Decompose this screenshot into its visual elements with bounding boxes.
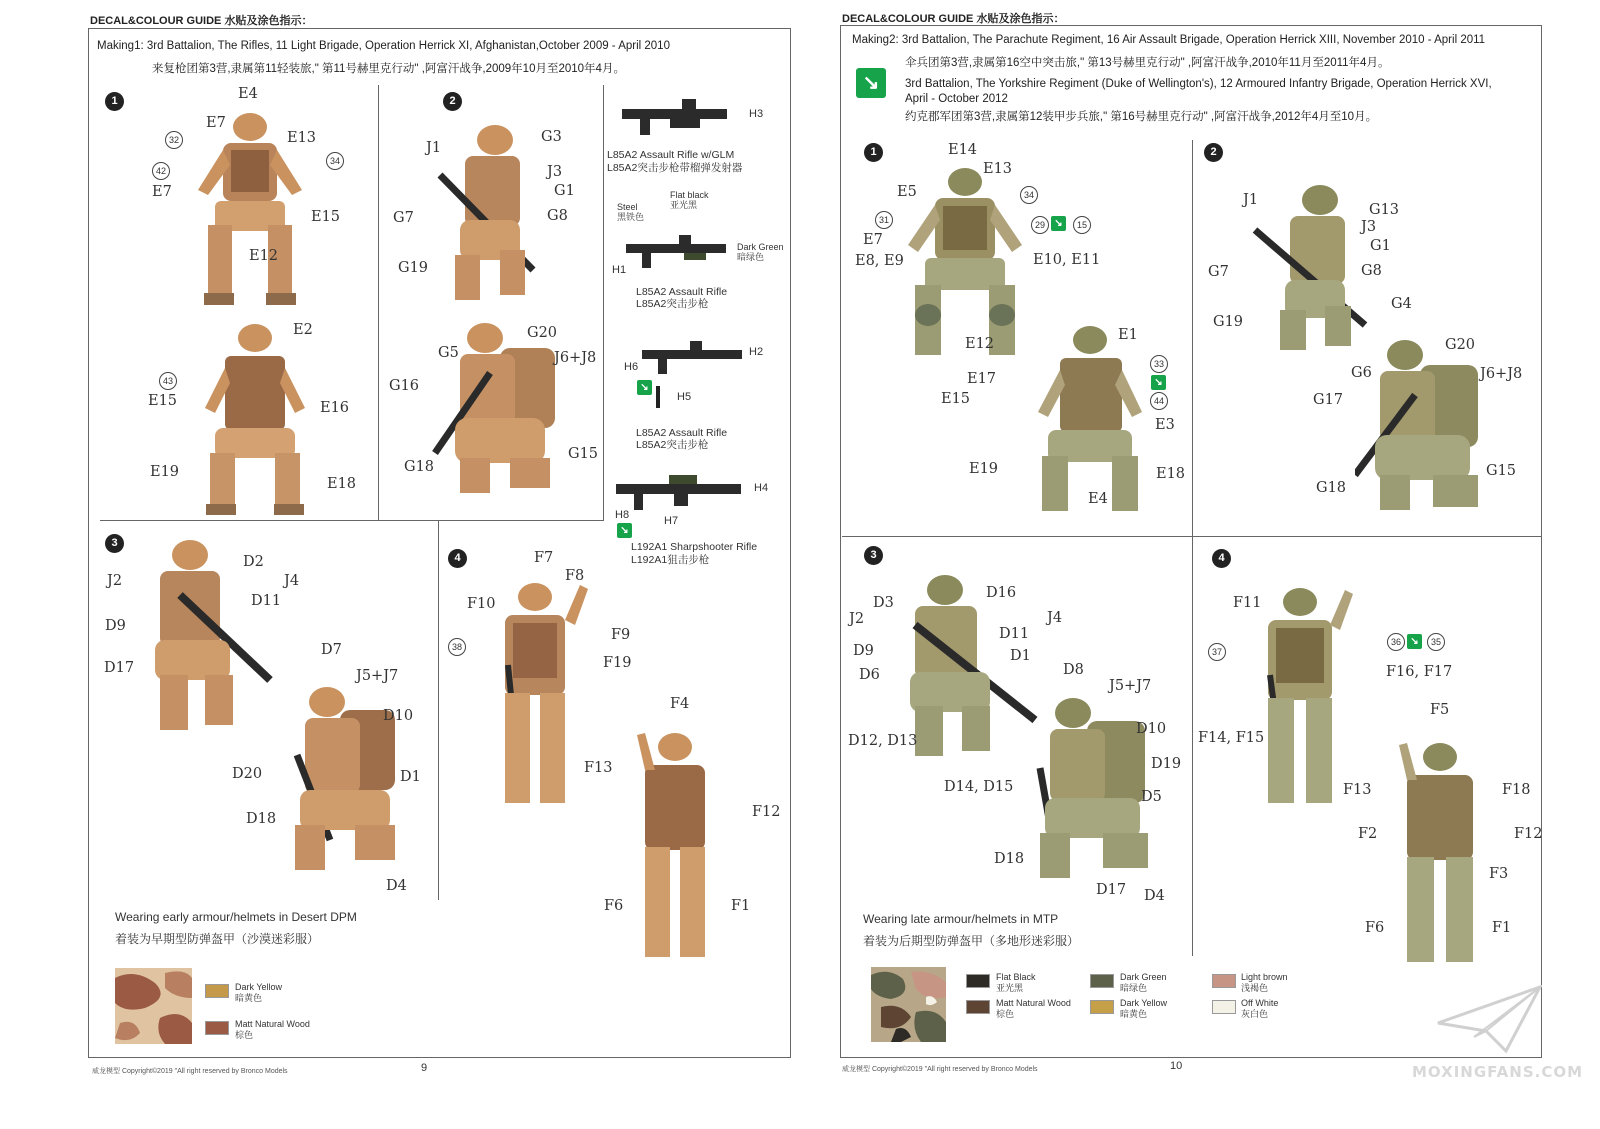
label-d17: D17 bbox=[104, 660, 135, 676]
right-title2-en-b: April - October 2012 bbox=[905, 93, 1008, 105]
r-decal-33: 33 bbox=[1150, 355, 1168, 373]
weapon-2-zh: L85A2突击步枪 bbox=[636, 298, 709, 310]
label-f9: F9 bbox=[611, 627, 631, 643]
label-f4: F4 bbox=[670, 696, 690, 712]
r-label-d19: D19 bbox=[1151, 756, 1182, 772]
label-j4: J4 bbox=[284, 573, 300, 589]
r-label-d14d15: D14, D15 bbox=[944, 779, 1014, 795]
r-label-e18: E18 bbox=[1156, 466, 1186, 482]
weapon-label-h7: H7 bbox=[664, 515, 679, 527]
color-label-matt-natural-wood-en: Matt Natural Wood bbox=[996, 998, 1071, 1008]
step-badge-4: 4 bbox=[448, 549, 467, 568]
color-swatch-matt-natural-wood bbox=[966, 1000, 990, 1014]
label-d9: D9 bbox=[105, 618, 126, 634]
r-decal-36: 36 bbox=[1387, 633, 1405, 651]
rifle-glm-drawing bbox=[620, 95, 750, 140]
label-e15b: E15 bbox=[148, 393, 178, 409]
r-label-e19: E19 bbox=[969, 461, 999, 477]
weapon-label-h1: H1 bbox=[612, 264, 627, 276]
color-label-flat-black-en: Flat Black bbox=[996, 972, 1036, 982]
label-g19: G19 bbox=[398, 260, 429, 276]
label-d7: D7 bbox=[321, 642, 342, 658]
left-title-en: Making1: 3rd Battalion, The Rifles, 11 Light Brigade, Operation Herrick XI, Afghanistan,October 2009 - April 2010 bbox=[97, 40, 670, 52]
color-label-light-brown-en: Light brown bbox=[1241, 972, 1288, 982]
label-e2: E2 bbox=[293, 322, 313, 338]
label-g5: G5 bbox=[438, 345, 459, 361]
label-e16: E16 bbox=[320, 400, 350, 416]
right-title2-zh: 约克郡军团第3营,隶属第12装甲步兵旅," 第16号赫里克行动" ,阿富汗战争,2012年4月至10月。 bbox=[905, 111, 1378, 123]
watermark-text: MOXINGFANS.COM bbox=[1412, 1063, 1584, 1081]
weapon-label-h5: H5 bbox=[677, 391, 692, 403]
r-label-f11: F11 bbox=[1233, 595, 1262, 611]
right-title-en: Making2: 3rd Battalion, The Parachute Regiment, 16 Air Assault Brigade, Operation Herrick XIII, November 2010 - April 2011 bbox=[852, 34, 1486, 46]
r-label-d10: D10 bbox=[1136, 721, 1167, 737]
soldier-figure-4a bbox=[480, 575, 590, 815]
r-label-e3: E3 bbox=[1155, 417, 1175, 433]
r-label-d3: D3 bbox=[873, 595, 894, 611]
color-swatch-dark-green bbox=[1090, 974, 1114, 988]
r-decal-arrow-icon-3: ↘ bbox=[1407, 634, 1422, 649]
r-label-f14f15: F14, F15 bbox=[1198, 730, 1265, 746]
label-g20: G20 bbox=[527, 325, 558, 341]
r-label-g15: G15 bbox=[1486, 463, 1517, 479]
r-label-j4: J4 bbox=[1047, 610, 1063, 626]
right-page bbox=[800, 0, 1600, 1129]
r-label-j3: J3 bbox=[1361, 219, 1377, 235]
r-label-e4: E4 bbox=[1088, 491, 1108, 507]
left-header: DECAL&COLOUR GUIDE 水贴及涂色指示： bbox=[90, 15, 313, 27]
mtp-soldier-figure-2a bbox=[1250, 180, 1375, 355]
r-label-d11: D11 bbox=[999, 626, 1030, 642]
color-label-dark-yellow-r-en: Dark Yellow bbox=[1120, 998, 1168, 1008]
label-e19: E19 bbox=[150, 464, 180, 480]
rifle-drawing-1 bbox=[624, 232, 739, 272]
label-g18: G18 bbox=[404, 459, 435, 475]
label-f7: F7 bbox=[534, 550, 554, 566]
label-e7: E7 bbox=[152, 184, 172, 200]
color-label-dark-yellow-r-zh: 暗黄色 bbox=[1120, 1009, 1148, 1019]
label-f8: F8 bbox=[565, 568, 585, 584]
paint-steel-en: Steel bbox=[617, 202, 638, 212]
step-badge-r4: 4 bbox=[1212, 549, 1231, 568]
mtp-soldier-figure-4b bbox=[1385, 735, 1495, 970]
step-badge-r1: 1 bbox=[864, 143, 883, 162]
weapon-1-zh: L85A2突击步枪带榴弹发射器 bbox=[607, 162, 743, 174]
mtp-soldier-figure-2b bbox=[1355, 335, 1495, 520]
r-label-g18: G18 bbox=[1316, 480, 1347, 496]
weapon-label-h2: H2 bbox=[749, 346, 764, 358]
label-f1: F1 bbox=[731, 898, 751, 914]
r-label-g8: G8 bbox=[1361, 263, 1382, 279]
weapon-3-zh: L85A2突击步枪 bbox=[636, 439, 709, 451]
right-caption-en: Wearing late armour/helmets in MTP bbox=[863, 912, 1059, 926]
paint-darkgreen-en: Dark Green bbox=[737, 242, 784, 252]
step-badge-r3: 3 bbox=[864, 546, 883, 565]
weapon-label-h6: H6 bbox=[624, 361, 639, 373]
label-j1: J1 bbox=[426, 140, 442, 156]
weapon-1-en: L85A2 Assault Rifle w/GLM bbox=[607, 149, 735, 161]
r-label-f2: F2 bbox=[1358, 826, 1378, 842]
decal-arrow-icon: ↘ bbox=[637, 380, 652, 395]
right-header: DECAL&COLOUR GUIDE 水贴及涂色指示： bbox=[842, 13, 1065, 25]
label-f13: F13 bbox=[584, 760, 613, 776]
step-badge-3: 3 bbox=[105, 534, 124, 553]
left-footer: 威龙模型 Copyright©2019 "All right reserved by Bronco Models bbox=[92, 1068, 288, 1075]
r-decal-35: 35 bbox=[1427, 633, 1445, 651]
label-j6j8: J6+J8 bbox=[554, 350, 597, 366]
r-decal-44: 44 bbox=[1150, 392, 1168, 410]
left-title-zh: 来复枪团第3营,隶属第11轻装旅," 第11号赫里克行动" ,阿富汗战争,2009年10月至2010年4月。 bbox=[152, 63, 625, 75]
right-caption-zh: 着装为后期型防弹盔甲（多地形迷彩服） bbox=[863, 934, 1080, 948]
label-e4: E4 bbox=[238, 86, 258, 102]
r-label-d5: D5 bbox=[1141, 789, 1162, 805]
label-e7-top: E7 bbox=[206, 115, 226, 131]
r-label-f5: F5 bbox=[1430, 702, 1450, 718]
label-j2: J2 bbox=[107, 573, 123, 589]
label-g3: G3 bbox=[541, 129, 562, 145]
weapon-label-h4: H4 bbox=[754, 482, 769, 494]
r-label-j6j8: J6+J8 bbox=[1480, 366, 1523, 382]
soldier-figure-1b bbox=[200, 318, 310, 518]
left-caption-en: Wearing early armour/helmets in Desert DPM bbox=[115, 910, 357, 924]
r-decal-37: 37 bbox=[1208, 643, 1226, 661]
label-f10: F10 bbox=[467, 596, 496, 612]
left-page-number: 9 bbox=[421, 1062, 428, 1074]
r-label-e10e11: E10, E11 bbox=[1033, 252, 1101, 268]
color-swatch-flat-black bbox=[966, 974, 990, 988]
rifle-drawing-2 bbox=[640, 338, 750, 378]
decal-32: 32 bbox=[165, 131, 183, 149]
decal-arrow-icon-large: ↘ bbox=[856, 68, 886, 98]
label-j5j7: J5+J7 bbox=[356, 668, 399, 684]
r-decal-arrow-icon-1: ↘ bbox=[1051, 216, 1066, 231]
step-badge-2: 2 bbox=[443, 92, 462, 111]
r-label-e5: E5 bbox=[897, 184, 917, 200]
weapon-label-h8: H8 bbox=[615, 509, 630, 521]
r-label-e13: E13 bbox=[983, 161, 1013, 177]
color-label-dark-yellow-en: Dark Yellow bbox=[235, 982, 283, 992]
desert-dpm-swatch bbox=[115, 968, 192, 1044]
r-label-d17: D17 bbox=[1096, 882, 1127, 898]
color-label-off-white-en: Off White bbox=[1241, 998, 1279, 1008]
r-label-f16f17: F16, F17 bbox=[1386, 664, 1453, 680]
right-footer: 威龙模型 Copyright©2019 "All right reserved by Bronco Models bbox=[842, 1066, 1038, 1073]
soldier-figure-2a bbox=[425, 120, 545, 305]
r-label-g20: G20 bbox=[1445, 337, 1476, 353]
color-label-light-brown-zh: 浅褐色 bbox=[1241, 983, 1269, 993]
mtp-soldier-figure-3a bbox=[890, 570, 1040, 760]
decal-34: 34 bbox=[326, 152, 344, 170]
right-title2-en-a: 3rd Battalion, The Yorkshire Regiment (Duke of Wellington's), 12 Armoured Infantry Brigade, Operation Herrick XVI, bbox=[905, 78, 1492, 90]
paint-flatblack-en: Flat black bbox=[670, 190, 709, 200]
r-label-e8e9: E8, E9 bbox=[855, 253, 904, 269]
r-label-e15: E15 bbox=[941, 391, 971, 407]
r-label-g6: G6 bbox=[1351, 365, 1372, 381]
r-label-f3: F3 bbox=[1489, 866, 1509, 882]
color-label-dark-green-en: Dark Green bbox=[1120, 972, 1167, 982]
step-badge-r2: 2 bbox=[1204, 143, 1223, 162]
label-f19: F19 bbox=[603, 655, 632, 671]
r-decal-31: 31 bbox=[875, 211, 893, 229]
step-badge-1: 1 bbox=[105, 92, 124, 111]
sharpshooter-rifle-drawing bbox=[614, 470, 754, 515]
weapon-4-en: L192A1 Sharpshooter Rifle bbox=[631, 541, 758, 553]
r-label-d9: D9 bbox=[853, 643, 874, 659]
weapon-3-en: L85A2 Assault Rifle bbox=[636, 427, 728, 439]
r-decal-29: 29 bbox=[1031, 216, 1049, 234]
label-e13: E13 bbox=[287, 130, 317, 146]
soldier-figure-4b bbox=[625, 725, 725, 965]
r-label-g4: G4 bbox=[1391, 296, 1412, 312]
mtp-soldier-figure-1a bbox=[900, 160, 1030, 365]
r-label-d4: D4 bbox=[1144, 888, 1165, 904]
r-label-j2: J2 bbox=[849, 611, 865, 627]
label-f6: F6 bbox=[604, 898, 624, 914]
label-e18: E18 bbox=[327, 476, 357, 492]
decal-38: 38 bbox=[448, 638, 466, 656]
label-g7: G7 bbox=[393, 210, 414, 226]
right-page-number: 10 bbox=[1170, 1060, 1183, 1072]
color-label-flat-black-zh: 亚光黑 bbox=[996, 983, 1024, 993]
r-label-d1: D1 bbox=[1010, 648, 1031, 664]
color-swatch-dark-yellow-r bbox=[1090, 1000, 1114, 1014]
decal-42: 42 bbox=[152, 162, 170, 180]
r-label-g1: G1 bbox=[1370, 238, 1391, 254]
color-label-dark-yellow-zh: 暗黄色 bbox=[235, 993, 263, 1003]
color-label-dark-green-zh: 暗绿色 bbox=[1120, 983, 1148, 993]
label-g8: G8 bbox=[547, 208, 568, 224]
r-decal-34: 34 bbox=[1020, 186, 1038, 204]
color-label-off-white-zh: 灰白色 bbox=[1241, 1009, 1269, 1019]
r-label-e1: E1 bbox=[1118, 327, 1138, 343]
r-label-d18: D18 bbox=[994, 851, 1025, 867]
weapon-2-en: L85A2 Assault Rifle bbox=[636, 286, 728, 298]
r-label-g19: G19 bbox=[1213, 314, 1244, 330]
paper-plane-logo-icon bbox=[1436, 985, 1542, 1055]
color-swatch-matt-wood bbox=[205, 1021, 229, 1035]
paint-steel-zh: 黑铁色 bbox=[617, 212, 645, 222]
r-label-g17: G17 bbox=[1313, 392, 1344, 408]
paint-flatblack-zh: 亚光黑 bbox=[670, 200, 698, 210]
r-label-f18: F18 bbox=[1502, 782, 1531, 798]
color-label-matt-wood-en: Matt Natural Wood bbox=[235, 1019, 310, 1029]
r-label-e7: E7 bbox=[863, 232, 883, 248]
color-swatch-dark-yellow bbox=[205, 984, 229, 998]
label-d18: D18 bbox=[246, 811, 277, 827]
label-d10: D10 bbox=[383, 708, 414, 724]
r-label-e12: E12 bbox=[965, 336, 995, 352]
r-label-f1: F1 bbox=[1492, 920, 1512, 936]
label-d11: D11 bbox=[251, 593, 282, 609]
label-j3: J3 bbox=[547, 164, 563, 180]
label-d1: D1 bbox=[400, 769, 421, 785]
mtp-soldier-figure-1b bbox=[1030, 320, 1150, 520]
label-g1: G1 bbox=[554, 183, 575, 199]
r-label-e14: E14 bbox=[948, 142, 978, 158]
decal-arrow-icon-2: ↘ bbox=[617, 523, 632, 538]
color-swatch-light-brown bbox=[1212, 974, 1236, 988]
label-e15: E15 bbox=[311, 209, 341, 225]
r-label-g7: G7 bbox=[1208, 264, 1229, 280]
r-label-d12d13: D12, D13 bbox=[848, 733, 918, 749]
r-label-g13: G13 bbox=[1369, 202, 1400, 218]
left-caption-zh: 着装为早期型防弹盔甲（沙漠迷彩服） bbox=[115, 932, 320, 946]
color-swatch-off-white bbox=[1212, 1000, 1236, 1014]
label-d20: D20 bbox=[232, 766, 263, 782]
r-label-j5j7: J5+J7 bbox=[1109, 678, 1152, 694]
r-decal-15: 15 bbox=[1073, 216, 1091, 234]
color-label-matt-natural-wood-zh: 棕色 bbox=[996, 1009, 1015, 1019]
decal-43: 43 bbox=[159, 372, 177, 390]
r-decal-arrow-icon-2: ↘ bbox=[1151, 375, 1166, 390]
color-label-matt-wood-zh: 棕色 bbox=[235, 1030, 254, 1040]
mtp-soldier-figure-4a bbox=[1240, 580, 1360, 810]
weapon-label-h3: H3 bbox=[749, 108, 764, 120]
label-d2: D2 bbox=[243, 554, 264, 570]
r-label-d16: D16 bbox=[986, 585, 1017, 601]
label-e12: E12 bbox=[249, 248, 279, 264]
weapon-4-zh: L192A1狙击步枪 bbox=[631, 554, 710, 566]
mtp-camo-swatch bbox=[871, 967, 946, 1042]
r-label-d6: D6 bbox=[859, 667, 880, 683]
r-label-j1: J1 bbox=[1243, 192, 1259, 208]
label-g16: G16 bbox=[389, 378, 420, 394]
r-label-f13: F13 bbox=[1343, 782, 1372, 798]
label-d4: D4 bbox=[386, 878, 407, 894]
r-label-f6: F6 bbox=[1365, 920, 1385, 936]
r-label-e17: E17 bbox=[967, 371, 997, 387]
right-title-zh: 伞兵团第3营,隶属第16空中突击旅," 第13号赫里克行动" ,阿富汗战争,2010年11月至2011年4月。 bbox=[905, 57, 1390, 69]
paint-darkgreen-zh: 暗绿色 bbox=[737, 252, 765, 262]
label-g15: G15 bbox=[568, 446, 599, 462]
label-f12: F12 bbox=[752, 804, 781, 820]
r-label-d8: D8 bbox=[1063, 662, 1084, 678]
r-label-f12: F12 bbox=[1514, 826, 1543, 842]
